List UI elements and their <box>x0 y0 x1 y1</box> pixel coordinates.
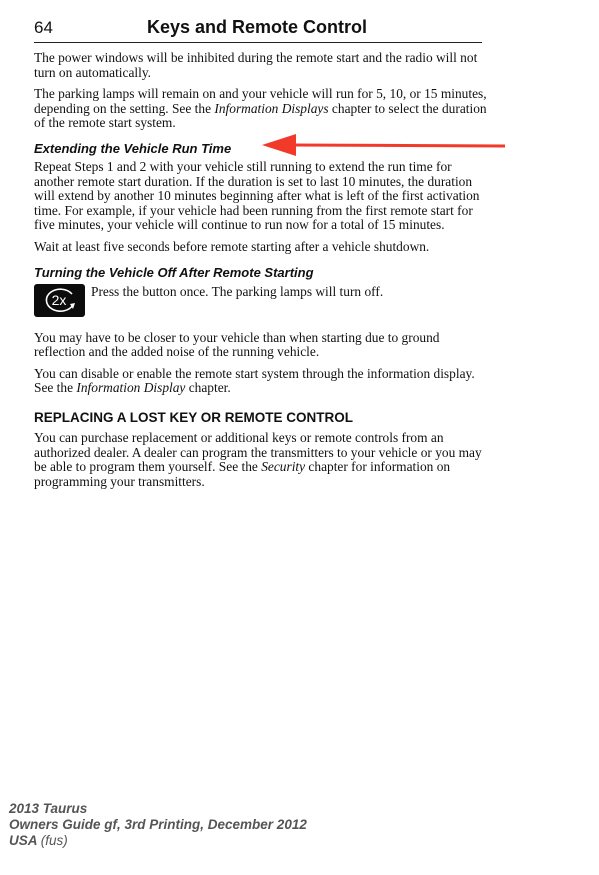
footer-region <box>9 833 307 849</box>
text-segment: The parking lamps will remain on and your vehicle will run for 5, 10, or 15 minutes, depending on the setting. See the <box>34 86 487 116</box>
footer-region-code: USA <box>9 833 41 848</box>
chapter-reference: Information Display <box>76 380 186 396</box>
page-number: 64 <box>34 18 53 37</box>
page-footer <box>9 801 307 849</box>
page-header <box>34 16 482 43</box>
paragraph-parking-lamps <box>34 87 489 131</box>
chapter-reference: Security <box>261 459 306 475</box>
footer-region-suffix: (fus) <box>40 833 68 848</box>
footer-printing: Owners Guide gf, 3rd Printing, December 2012 <box>9 817 307 832</box>
text-segment: chapter. <box>185 380 231 396</box>
paragraph-power-windows: The power windows will be inhibited during the remote start and the radio will not turn on automatically. <box>34 50 478 80</box>
remote-start-2x-icon-graphic <box>42 287 78 314</box>
text-segment: chapter to select the duration of the remote start system. <box>34 100 487 131</box>
paragraph-purchase-replacement <box>34 431 489 489</box>
page-body <box>34 51 489 496</box>
section-heading-replacing-key: REPLACING A LOST KEY OR REMOTE CONTROL <box>34 409 354 425</box>
instruction-text: Press the button once. The parking lamps will turn off. <box>91 283 384 299</box>
paragraph-repeat-steps: Repeat Steps 1 and 2 with your vehicle still running to extend the run time for another remote start duration. If the duration is set to last 10 minutes, the duration will extend by another 10 minutes beginning after what is left of the first activation time. For example, if your vehicle had been running from the first remote start for five minutes, your vehicle will continue to run now for a total of 15 minutes. <box>34 158 480 233</box>
subheading-turning-off: Turning the Vehicle Off After Remote Starting <box>34 264 314 280</box>
footer-model: 2013 Taurus <box>9 801 88 816</box>
chapter-reference: Information Displays <box>214 100 329 116</box>
remote-start-2x-icon <box>34 284 85 317</box>
text-segment: You can disable or enable the remote start system through the information display. See the <box>34 365 475 396</box>
text-segment: You can purchase replacement or additional keys or remote controls from an authorized dealer. A dealer can program the transmitters to your vehicle or you may be able to program them yourself. See the <box>34 429 482 475</box>
text-segment: chapter for information on programming your transmitters. <box>34 459 451 489</box>
paragraph-closer: You may have to be closer to your vehicle than when starting due to ground reflection and the added noise of the running vehicle. <box>34 329 440 360</box>
red-arrow-pointer-icon <box>262 133 505 157</box>
paragraph-wait: Wait at least five seconds before remote starting after a vehicle shutdown. <box>34 238 430 254</box>
paragraph-disable-enable <box>34 367 489 396</box>
subheading-extending-run-time: Extending the Vehicle Run Time <box>34 140 232 156</box>
chapter-title: Keys and Remote Control <box>147 17 368 37</box>
icon-label: 2x <box>51 291 66 308</box>
instruction-with-icon <box>34 284 489 317</box>
